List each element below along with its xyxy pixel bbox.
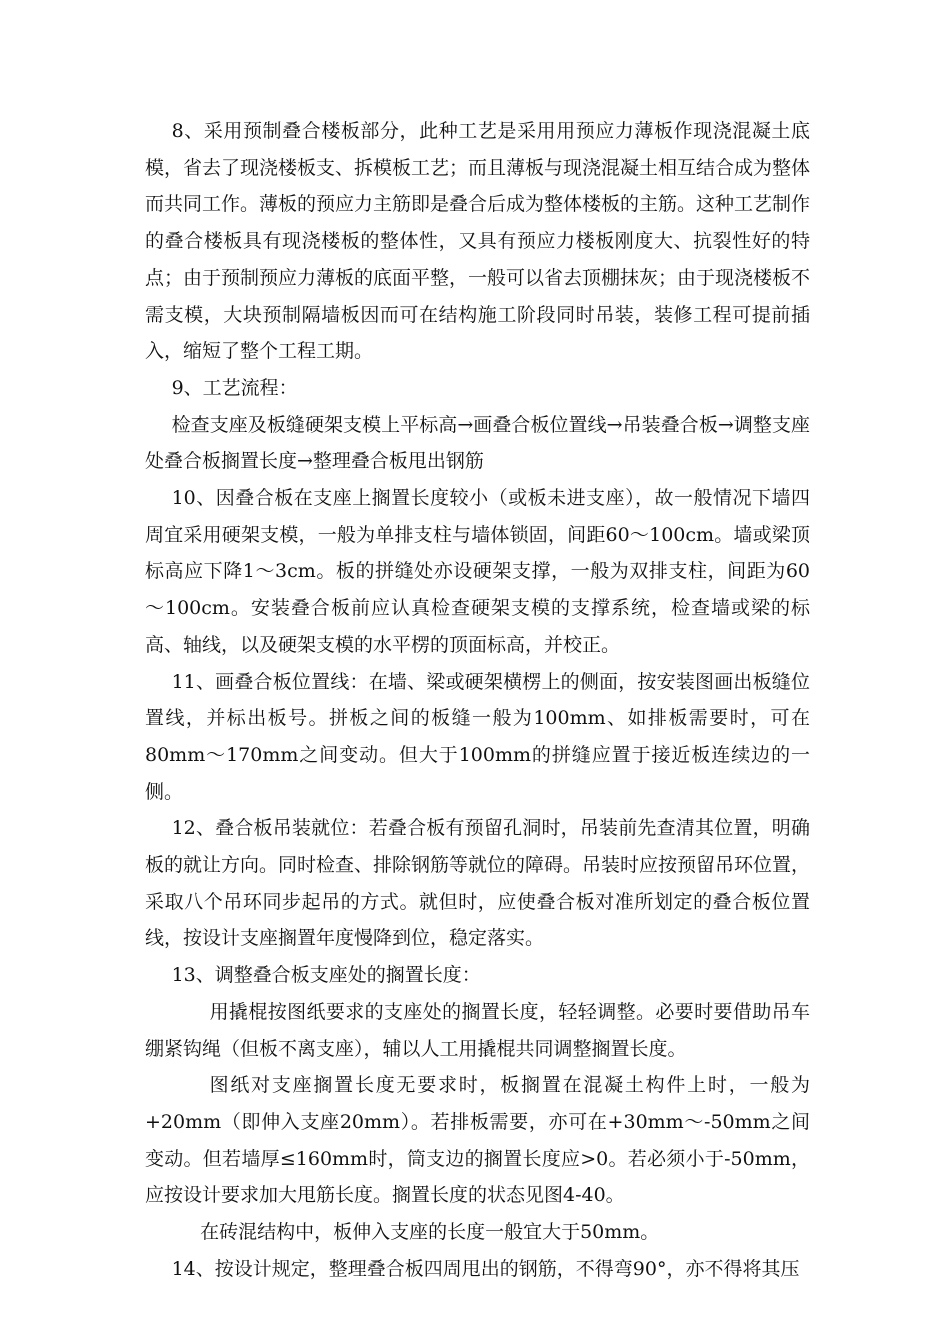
masonry-structure-paragraph: 在砖混结构中，板伸入支座的长度一般宜大于50mm。 — [200, 1221, 660, 1244]
paragraph-10: 10、因叠合板在支座上搁置长度较小（或板未进支座），故一般情况下墙四周宜采用硬架支模，一般为单排支柱与墙体锁固，间距60～100cm。墙或梁顶标高应下降1～3cm。板的拼缝处亦设硬架支撑，一般为双排支柱，间距为60～100cm。安装叠合板前应认真检查硬架支模的支撑系统，检查墙或梁的标高、轴线，以及硬架支模的水平楞的顶面标高，并校正。 — [145, 487, 810, 656]
paragraph-8: 8、采用预制叠合楼板部分，此种工艺是采用用预应力薄板作现浇混凝土底模，省去了现浇楼板支、拆模板工艺；而且薄板与现浇混凝土相互结合成为整体而共同工作。薄板的预应力主筋即是叠合后成为整体楼板的主筋。这种工艺制作的叠合楼板具有现浇楼板的整体性，又具有预应力楼板刚度大、抗裂性好的特点；由于预制预应力薄板的底面平整，一般可以省去顶棚抹灰；由于现浇楼板不需支模，大块预制隔墙板因而可在结构施工阶段同时吊装，装修工程可提前插入，缩短了整个工程工期。 — [145, 120, 811, 363]
paragraph-12: 12、叠合板吊装就位：若叠合板有预留孔洞时，吊装前先查清其位置，明确板的就让方向。同时检查、排除钢筋等就位的障碍。吊装时应按预留吊环位置，采取八个吊环同步起吊的方式。就但时，应使叠合板对准所划定的叠合板位置线，按设计支座搁置年度慢降到位，稳定落实。 — [145, 817, 811, 950]
paragraph-11: 11、画叠合板位置线：在墙、梁或硬架横楞上的侧面，按安装图画出板缝位置线，并标出板号。拼板之间的板缝一般为100mm、如排板需要时，可在80mm～170mm之间变动。但大于100mm的拼缝应置于接近板连续边的一侧。 — [145, 670, 810, 803]
paragraph-14: 14、按设计规定，整理叠合板四周甩出的钢筋，不得弯90°，亦不得将其压 — [171, 1257, 800, 1280]
adjust-length-paragraph: 用撬棍按图纸要求的支座处的搁置长度，轻轻调整。必要时要借助吊车绷紧钩绳（但板不离支座），辅以人工用撬棍共同调整搁置长度。 — [145, 1000, 810, 1060]
support-length-paragraph: 图纸对支座搁置长度无要求时，板搁置在混凝土构件上时，一般为+20mm（即伸入支座20mm）。若排板需要，亦可在+30mm～-50mm之间变动。但若墙厚≤160mm时，筒支边的搁置长度应>0。若必须小于-50mm，应按设计要求加大甩筋长度。搁置长度的状态见图4-40。 — [145, 1074, 810, 1207]
process-flow-text: 检查支座及板缝硬架支模上平标高→画叠合板位置线→吊装叠合板→调整支座处叠合板搁置长度→整理叠合板甩出钢筋 — [145, 413, 810, 473]
paragraph-13-heading: 13、调整叠合板支座处的搁置长度： — [171, 964, 481, 987]
document-body — [145, 113, 810, 1288]
paragraph-9-heading: 9、工艺流程： — [171, 376, 298, 399]
